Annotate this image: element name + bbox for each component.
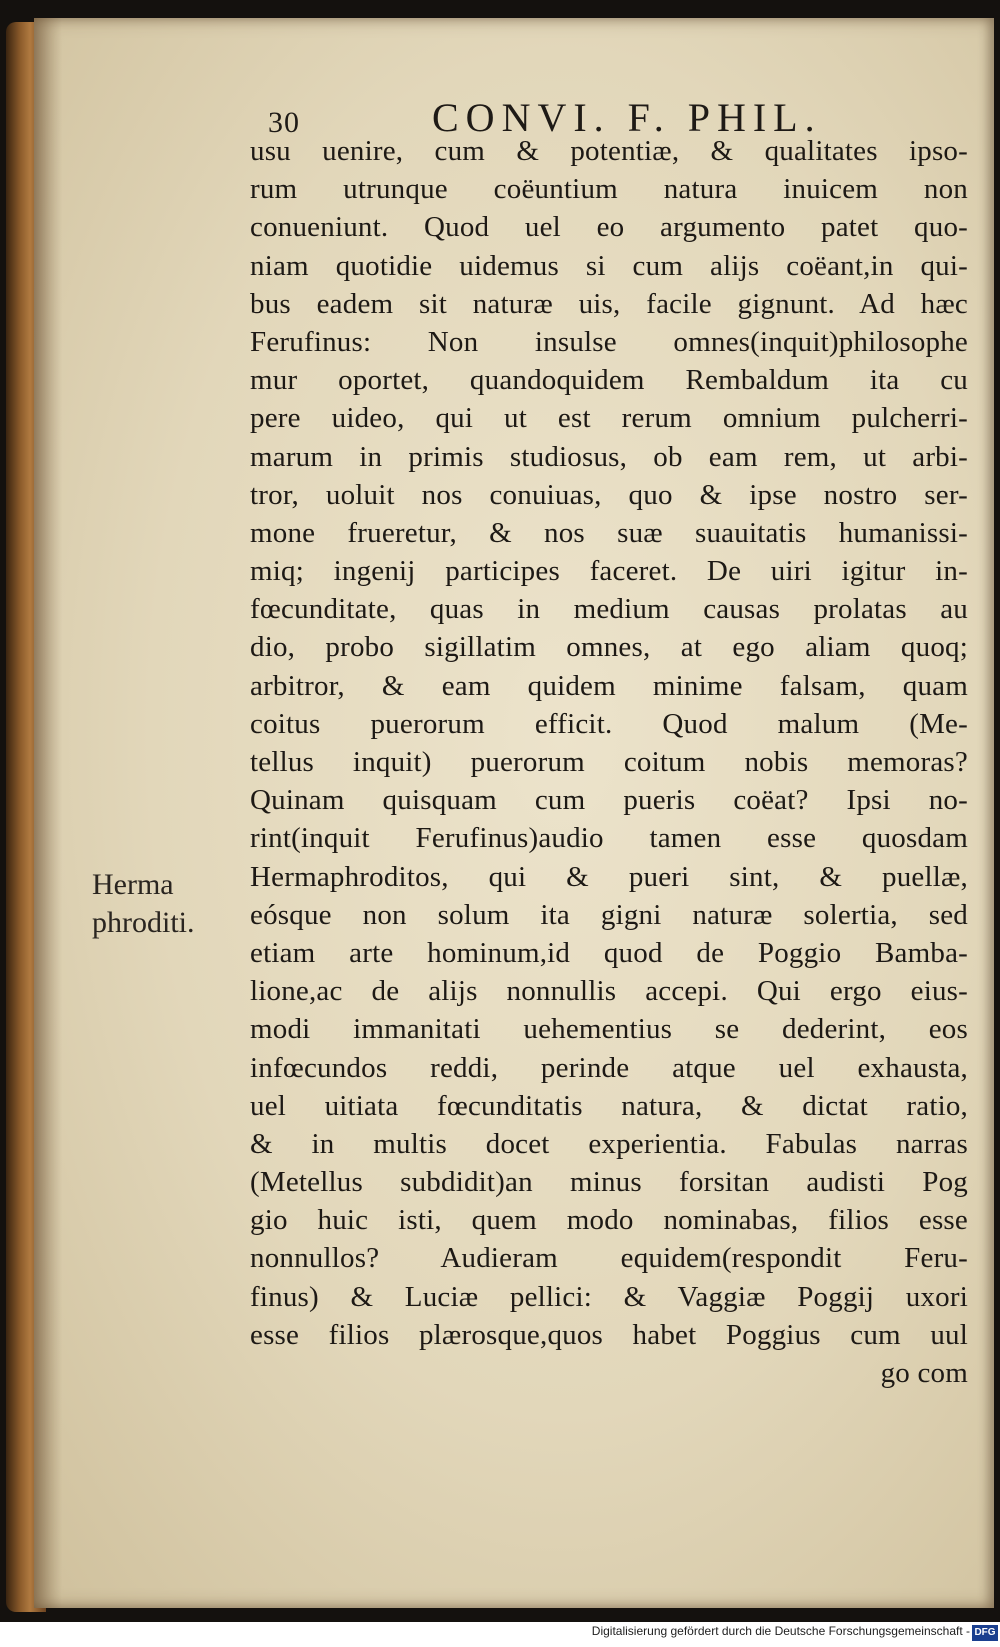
text-line: etiam arte hominum,id quod de Poggio Bamba- <box>250 936 968 969</box>
text-line: modi immanitati uehementius se dederint, eos <box>250 1013 968 1046</box>
text-line: mur oportet, quandoquidem Rembaldum ita cu <box>250 364 968 397</box>
text-line: lione,ac de alijs nonnullis accepi. Qui ergo eius- <box>250 975 968 1008</box>
text-line: dio, probo sigillatim omnes, at ego aliam quoq; <box>250 631 968 664</box>
text-line: mone frueretur, & nos suæ suauitatis humanissi- <box>250 516 968 549</box>
text-line: pere uideo, qui ut est rerum omnium pulcherri- <box>250 402 968 435</box>
text-line: infœcundos reddi, perinde atque uel exhausta, <box>250 1051 968 1084</box>
text-line: coitus puerorum efficit. Quod malum (Me- <box>250 707 968 740</box>
text-line: Hermaphroditos, qui & pueri sint, & puellæ, <box>250 860 968 893</box>
text-line: conueniunt. Quod uel eo argumento patet quo- <box>250 211 968 244</box>
text-line: niam quotidie uidemus si cum alijs coëant,in qui- <box>250 249 968 282</box>
text-line: fœcunditate, quas in medium causas prolatas au <box>250 593 968 626</box>
text-line: rum utrunque coëuntium natura inuicem non <box>250 173 968 206</box>
dfg-logo: DFG <box>972 1625 998 1641</box>
text-line: tellus inquit) puerorum coitum nobis memoras? <box>250 746 968 778</box>
text-line: bus eadem sit naturæ uis, facile gignunt. Ad hæc <box>250 287 968 320</box>
gutter-shadow <box>34 18 62 1608</box>
text-line: finus) & Luciæ pellici: & Vaggiæ Poggij uxori <box>250 1280 968 1313</box>
text-line: tror, uoluit nos conuiuas, quo & ipse nostro ser- <box>250 478 968 511</box>
body-text <box>250 132 968 1392</box>
text-line: Quinam quisquam cum pueris coëat? Ipsi no- <box>250 784 968 817</box>
page-number: 30 <box>268 106 300 139</box>
text-line: eósque non solum ita gigni naturæ solertia, sed <box>250 898 968 931</box>
text-line: esse filios plærosque,quos habet Poggius cum uul <box>250 1318 968 1351</box>
text-line: gio huic isti, quem modo nominabas, filios esse <box>250 1204 968 1237</box>
text-line: miq; ingenij participes faceret. De uiri igitur in- <box>250 555 968 588</box>
digitization-footer <box>0 1622 1000 1647</box>
marginal-note <box>92 866 242 942</box>
text-line: (Metellus subdidit)an minus forsitan audisti Pog <box>250 1166 968 1199</box>
text-line: arbitror, & eam quidem minime falsam, quam <box>250 669 968 702</box>
text-line: & in multis docet experientia. Fabulas narras <box>250 1127 968 1160</box>
running-head: CONVI. F. PHIL. <box>432 95 822 140</box>
catchword: go com <box>880 1357 968 1389</box>
text-line: marum in primis studiosus, ob eam rem, ut arbi- <box>250 440 968 473</box>
text-line: uel uitiata fœcunditatis natura, & dictat ratio, <box>250 1089 968 1122</box>
text-line: usu uenire, cum & potentiæ, & qualitates ipso- <box>250 135 968 167</box>
text-line: nonnullos? Audieram equidem(respondit Feru- <box>250 1242 968 1275</box>
funding-credit: Digitalisierung gefördert durch die Deutsche Forschungsgemeinschaft - <box>591 1624 970 1638</box>
marginal-note-line: Herma <box>92 868 174 901</box>
text-line: rint(inquit Ferufinus)audio tamen esse quosdam <box>250 822 968 855</box>
text-line: Ferufinus: Non insulse omnes(inquit)philosophe <box>250 325 968 358</box>
marginal-note-line: phroditi. <box>92 906 195 939</box>
